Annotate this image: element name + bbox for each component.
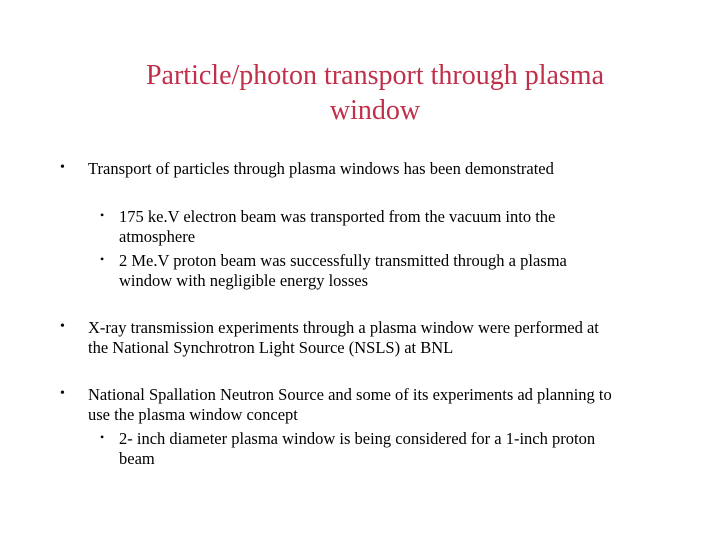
bullet-item-2 xyxy=(88,318,713,358)
sub-bullet-text-line-2: window with negligible energy losses xyxy=(119,271,368,290)
sub-bullet-text-line-1: 175 ke.V electron beam was transported from the vacuum into the xyxy=(119,207,556,226)
sub-bullet-text-line-2: beam xyxy=(119,449,155,468)
bullet-text-line-2: use the plasma window concept xyxy=(88,405,298,424)
sub-bullet-item-3-1 xyxy=(119,429,709,469)
bullet-text: Transport of particles through plasma windows has been demonstrated xyxy=(88,159,554,178)
sub-bullet-dot: • xyxy=(100,252,105,266)
sub-bullet-item-1-1 xyxy=(119,207,709,247)
sub-bullet-text-line-1: 2- inch diameter plasma window is being considered for a 1-inch proton xyxy=(119,429,596,448)
sub-bullet-dot: • xyxy=(100,208,105,222)
slide-title-line-2: window xyxy=(329,95,421,126)
bullet-item-1 xyxy=(88,159,708,179)
sub-bullet-item-1-2 xyxy=(119,251,709,291)
bullet-dot: • xyxy=(60,386,65,401)
bullet-item-3 xyxy=(88,385,713,425)
slide-title xyxy=(60,58,690,128)
bullet-text-line-1: X-ray transmission experiments through a plasma window were performed at xyxy=(88,318,599,337)
sub-bullet-text-line-2: atmosphere xyxy=(119,227,196,246)
bullet-text-line-1: National Spallation Neutron Source and some of its experiments ad planning to xyxy=(88,385,612,404)
sub-bullet-text-line-1: 2 Me.V proton beam was successfully transmitted through a plasma xyxy=(119,251,567,270)
bullet-text-line-2: the National Synchrotron Light Source (NSLS) at BNL xyxy=(88,338,454,357)
bullet-dot: • xyxy=(60,160,65,175)
bullet-dot: • xyxy=(60,319,65,334)
sub-bullet-dot: • xyxy=(100,430,105,444)
slide-title-line-1: Particle/photon transport through plasma xyxy=(145,60,605,91)
